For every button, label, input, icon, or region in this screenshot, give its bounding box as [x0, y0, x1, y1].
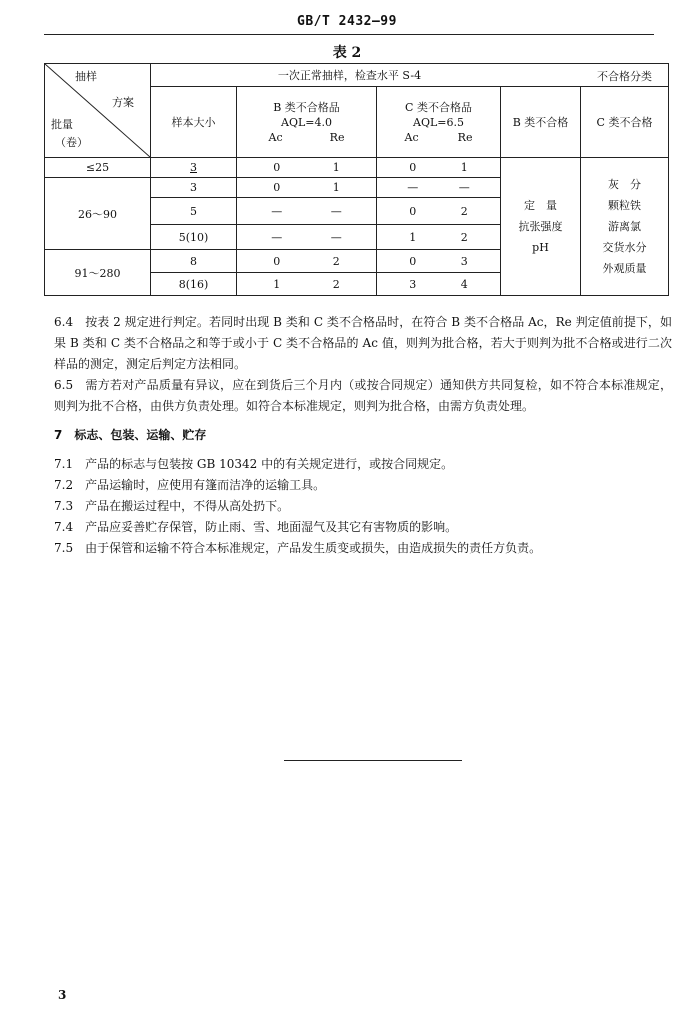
c-re-cell: 1 — [460, 161, 468, 174]
c-item: 外观质量 — [602, 262, 647, 275]
diagonal-header-cell — [45, 64, 151, 158]
section-7-heading: 7 标志、包装、运输、贮存 — [54, 428, 207, 442]
sample-cell: 5 — [190, 204, 197, 218]
diag-label-plan: 方案 — [112, 96, 134, 109]
b-nonconformity-header: B 类不合格 — [501, 87, 581, 158]
diag-label-rolls: （卷） — [55, 136, 88, 149]
b-ac-cell: — — [271, 230, 283, 244]
c-ac-cell: 0 — [409, 204, 417, 218]
end-rule — [284, 760, 462, 761]
b-ac-cell: 0 — [273, 181, 281, 194]
c-re-cell: — — [458, 181, 470, 194]
diag-label-lot: 批量 — [51, 118, 73, 131]
paragraph-7-4: 7.4 产品应妥善贮存保管，防止雨、雪、地面湿气及其它有害物质的影响。 — [54, 520, 458, 534]
b-re-cell: 2 — [332, 277, 340, 291]
c-item: 交货水分 — [602, 241, 647, 254]
b-item: 抗张强度 — [518, 220, 563, 233]
b-ac-label: Ac — [268, 130, 283, 144]
c-re-cell: 4 — [460, 277, 468, 291]
c-ac-cell: 3 — [409, 277, 417, 291]
c-class-header — [377, 87, 501, 158]
c-class-aql: AQL=6.5 — [413, 115, 464, 129]
b-ac-cell: — — [271, 204, 283, 218]
b-ac-cell: 0 — [273, 161, 281, 174]
nonconformity-class-label: 不合格分类 — [597, 70, 653, 83]
body-content — [54, 312, 672, 559]
c-ac-cell: — — [407, 181, 419, 194]
sampling-table — [44, 63, 669, 296]
paragraph-7-2: 7.2 产品运输时，应使用有篷而洁净的运输工具。 — [54, 478, 326, 492]
b-re-label: Re — [329, 130, 345, 144]
b-class-header — [237, 87, 377, 158]
c-re-cell: 2 — [460, 230, 468, 244]
b-re-cell: 2 — [332, 254, 340, 268]
table-title: 表 2 — [332, 45, 362, 61]
b-re-cell: — — [330, 230, 342, 244]
diag-label-sampling: 抽样 — [75, 70, 97, 83]
page-header-code: GB/T 2432—99 — [297, 14, 397, 29]
c-class-title: C 类不合格品 — [405, 100, 472, 114]
c-nonconformity-header: C 类不合格 — [581, 87, 669, 158]
c-re-label: Re — [457, 130, 473, 144]
c-re-cell: 2 — [460, 204, 468, 218]
c-item: 游离氯 — [608, 220, 641, 233]
c-items-cell — [581, 158, 669, 296]
sample-cell: 3 — [190, 161, 197, 174]
paragraph-6-4: 6.4 按表 2 规定进行判定。若同时出现 B 类和 C 类不合格品时，在符合 B 类不合格品 Ac，Re 判定值前提下，如果 B 类和 C 类不合格品之和等于或小于 C 类不合格品的 Ac 值，则判为批合格，若大于则判为批不合格或进行二次样品的测定，测定后判定方法相同。 — [54, 315, 672, 371]
paragraph-7-3: 7.3 产品在搬运过程中，不得从高处扔下。 — [54, 499, 290, 513]
c-ac-cell: 0 — [409, 254, 417, 268]
header-rule — [44, 34, 654, 35]
sample-cell: 5(10) — [178, 230, 209, 244]
b-re-cell: 1 — [332, 181, 340, 194]
page-number: 3 — [58, 988, 67, 1002]
sample-cell: 3 — [190, 181, 197, 194]
b-re-cell: — — [330, 204, 342, 218]
b-item: 定 量 — [524, 199, 557, 212]
b-item: pH — [532, 241, 549, 254]
c-ac-label: Ac — [404, 130, 419, 144]
b-class-title: B 类不合格品 — [273, 100, 340, 114]
c-ac-cell: 1 — [409, 230, 417, 244]
b-re-cell: 1 — [332, 161, 340, 174]
inspection-level-cell — [151, 64, 669, 87]
c-item: 灰 分 — [608, 178, 641, 191]
c-item: 颗粒铁 — [608, 199, 641, 212]
lot-cell: ≤25 — [45, 158, 151, 178]
sample-cell: 8 — [190, 254, 197, 268]
b-ac-cell: 1 — [273, 277, 281, 291]
b-ac-cell: 0 — [273, 254, 281, 268]
b-class-aql: AQL=4.0 — [281, 115, 332, 129]
sample-size-header: 样本大小 — [151, 87, 237, 158]
inspection-level-label: 一次正常抽样，检查水平 S-4 — [277, 69, 422, 82]
b-items-cell — [501, 158, 581, 296]
table-row — [45, 158, 669, 178]
sample-cell: 8(16) — [178, 277, 209, 291]
paragraph-7-1: 7.1 产品的标志与包装按 GB 10342 中的有关规定进行，或按合同规定。 — [54, 457, 454, 471]
c-ac-cell: 0 — [409, 161, 417, 174]
c-re-cell: 3 — [460, 254, 468, 268]
lot-cell: 26～90 — [45, 178, 151, 250]
paragraph-7-5: 7.5 由于保管和运输不符合本标准规定，产品发生质变或损失，由造成损失的责任方负责。 — [54, 541, 542, 555]
paragraph-6-5: 6.5 需方若对产品质量有异议，应在到货后三个月内（或按合同规定）通知供方共同复检，如不符合本标准规定，则判为批不合格，由供方负责处理。如符合本标准规定，则判为批合格，由需方负责处理。 — [54, 378, 672, 413]
lot-cell: 91～280 — [45, 250, 151, 296]
